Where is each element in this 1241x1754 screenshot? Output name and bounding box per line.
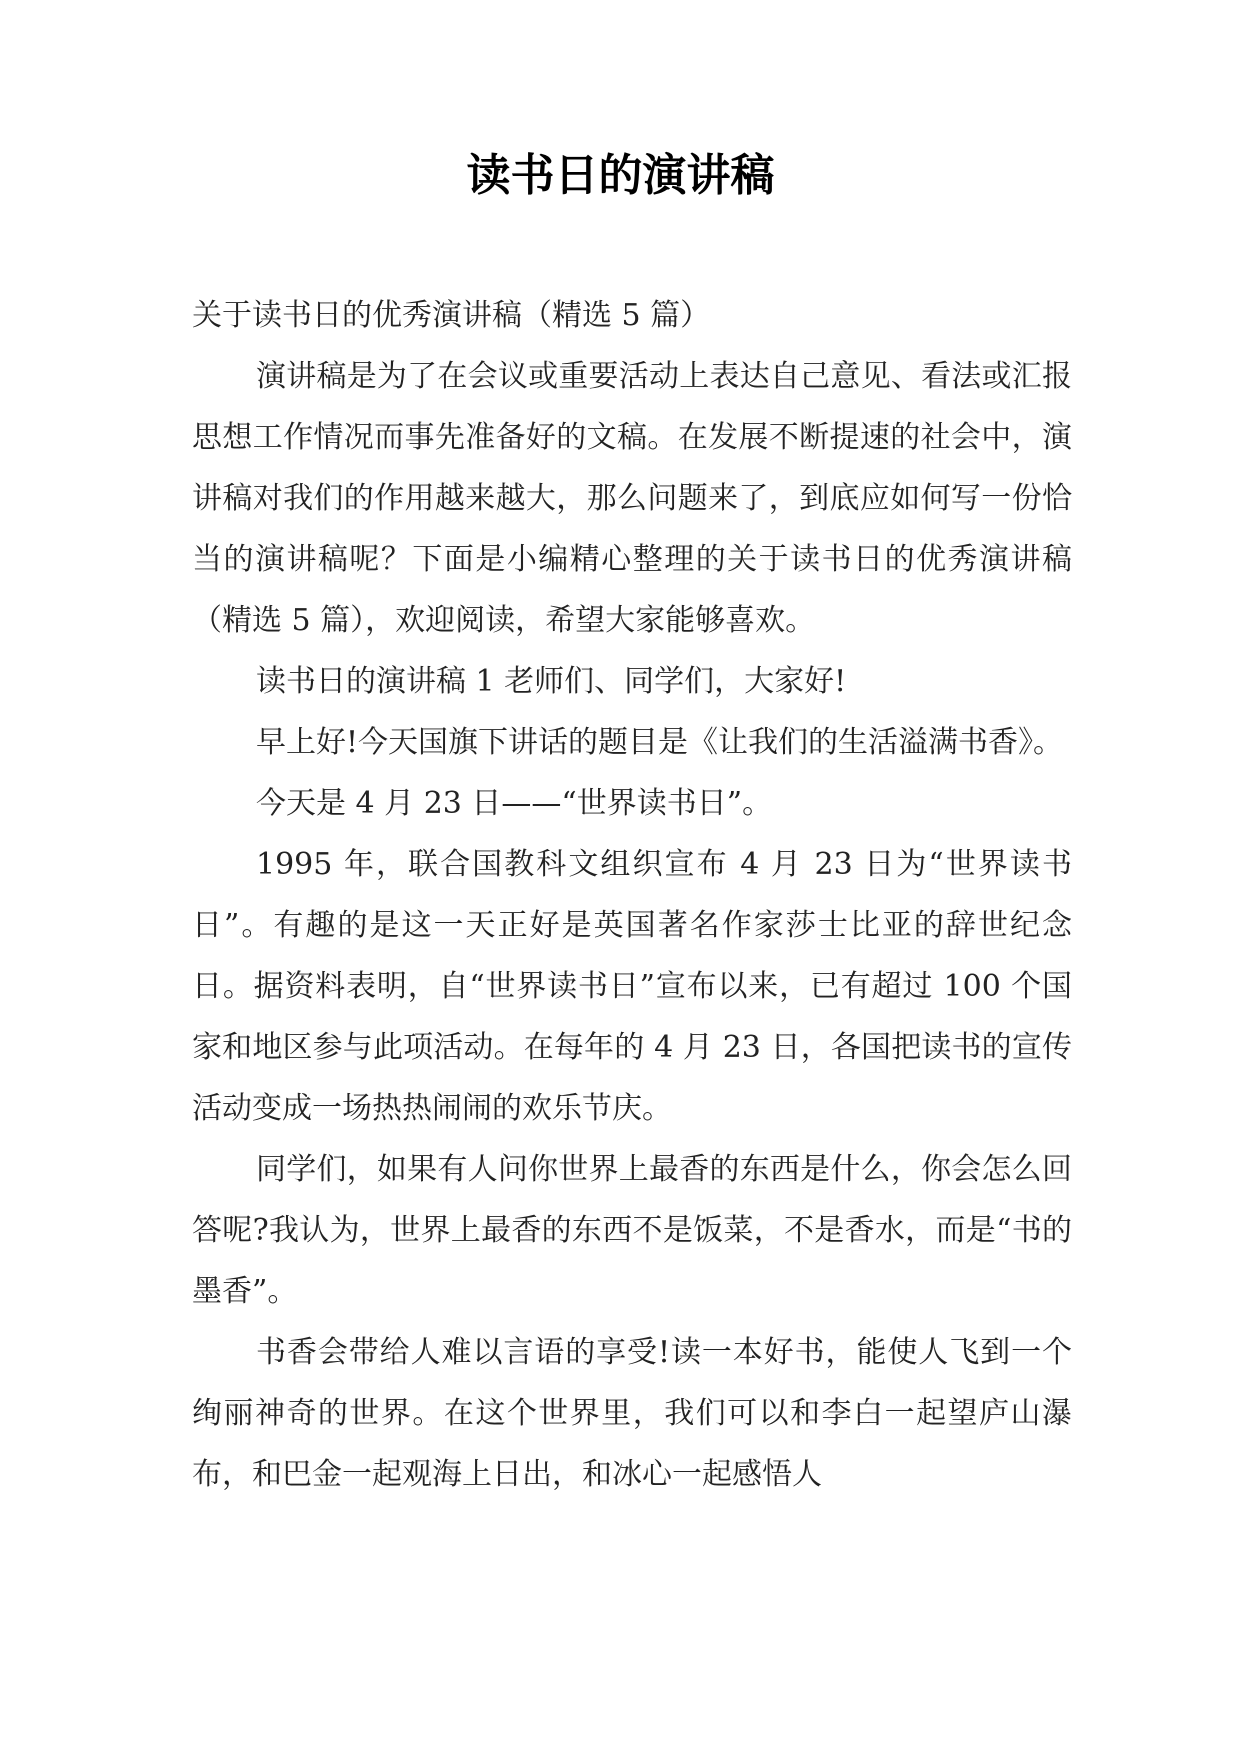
paragraph-history: 1995 年，联合国教科文组织宣布 4 月 23 日为“世界读书日”。有趣的是这一天正好是英国著名作家莎士比亚的辞世纪念日。据资料表明，自“世界读书日”宣布以来，已有超过 100 个国家和地区参与此项活动。在每年的 4 月 23 日，各国把读书的宣传活动变成一场热热闹闹的欢乐节庆。 bbox=[192, 847, 1072, 1126]
paragraph-greeting: 读书日的演讲稿 1 老师们、同学们，大家好! bbox=[256, 664, 847, 699]
document-title: 读书日的演讲稿 bbox=[466, 150, 775, 201]
paragraph-intro: 演讲稿是为了在会议或重要活动上表达自己意见、看法或汇报思想工作情况而事先准备好的文稿。在发展不断提速的社会中，演讲稿对我们的作用越来越大，那么问题来了，到底应如何写一份恰当的演讲稿呢？下面是小编精心整理的关于读书日的优秀演讲稿（精选 5 篇），欢迎阅读，希望大家能够喜欢。 bbox=[192, 359, 1072, 638]
paragraph-question: 同学们，如果有人问你世界上最香的东西是什么，你会怎么回答呢?我认为，世界上最香的东西不是饭菜，不是香水，而是“书的墨香”。 bbox=[192, 1152, 1072, 1309]
document-body bbox=[192, 285, 1072, 1505]
paragraph-subtitle: 关于读书日的优秀演讲稿（精选 5 篇） bbox=[192, 298, 711, 333]
paragraph-date: 今天是 4 月 23 日——“世界读书日”。 bbox=[256, 786, 773, 821]
paragraph-book-fragrance: 书香会带给人难以言语的享受!读一本好书，能使人飞到一个绚丽神奇的世界。在这个世界里，我们可以和李白一起望庐山瀑布，和巴金一起观海上日出，和冰心一起感悟人 bbox=[192, 1335, 1072, 1492]
paragraph-topic: 早上好!今天国旗下讲话的题目是《让我们的生活溢满书香》。 bbox=[256, 725, 1064, 760]
